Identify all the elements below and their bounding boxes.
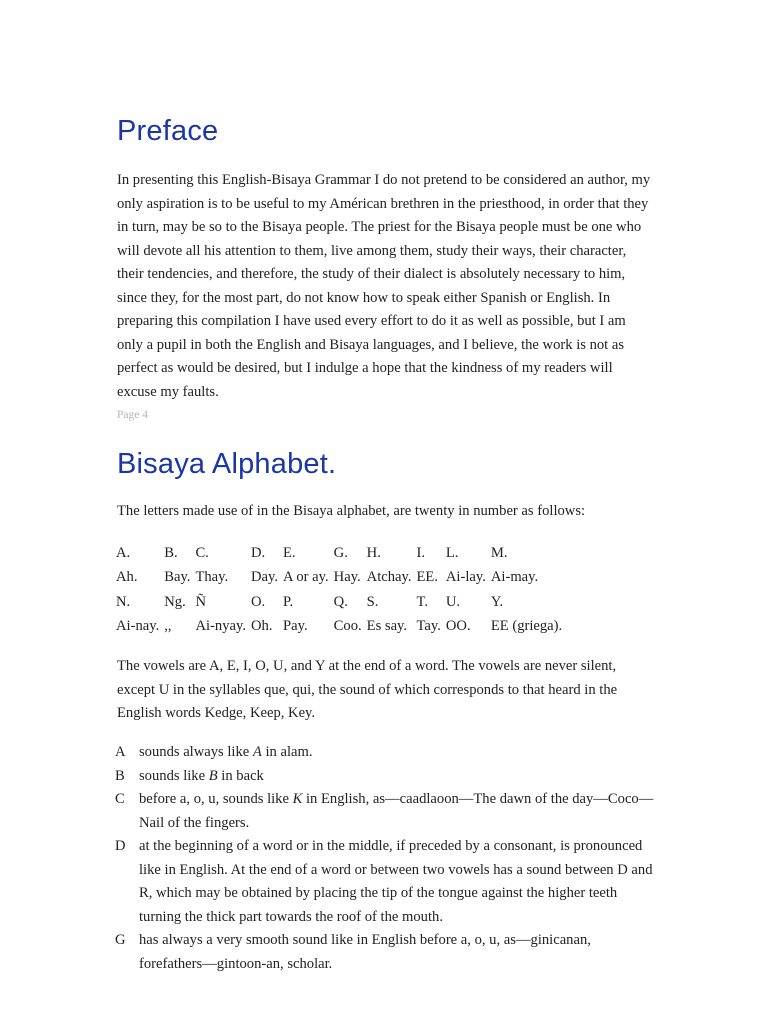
alphabet-cell: Oh. — [250, 618, 273, 635]
rule-text — [139, 788, 655, 835]
alphabet-cell: U. — [445, 593, 461, 610]
alphabet-cell: I. — [416, 544, 426, 561]
rule-text-part: has always a very smooth sound like in English before a, o, u, as—ginicanan, forefathers—gintoon-an, scholar. — [139, 932, 591, 972]
rule-text — [139, 835, 655, 929]
rule-item-g — [115, 929, 655, 976]
alphabet-cell: Ai-may. — [490, 569, 539, 586]
rule-text-part: in back — [217, 767, 264, 784]
alphabet-table — [114, 541, 565, 639]
rule-letter: B — [115, 767, 125, 784]
alphabet-cell: Ai-nay. — [116, 618, 160, 635]
alphabet-cell: E. — [283, 544, 296, 561]
alphabet-cell: Thay. — [195, 569, 229, 586]
alphabet-row — [114, 541, 565, 566]
alphabet-cell: Ai-lay. — [445, 569, 486, 586]
alphabet-row — [114, 615, 565, 640]
rule-emphasis: K — [292, 791, 303, 807]
alphabet-heading: Bisaya Alphabet. — [117, 448, 337, 480]
alphabet-cell: OO. — [445, 618, 471, 635]
rule-item-c — [115, 788, 655, 835]
alphabet-cell: EE. — [416, 569, 438, 586]
rule-emphasis: B — [208, 767, 218, 784]
alphabet-cell: S. — [366, 593, 379, 610]
alphabet-cell: B. — [164, 544, 178, 561]
alphabet-row — [114, 590, 565, 615]
vowels-paragraph: The vowels are A, E, I, O, U, and Y at the end of a word. The vowels are never silent, except U in the syllables que, qui, the sound of which corresponds to that heard in the English words Kedge, Keep, Key. — [117, 658, 618, 721]
alphabet-cell: Ñ — [195, 593, 206, 610]
rule-text — [139, 741, 655, 765]
rule-letter: D — [115, 838, 126, 854]
page-number-label: Page 4 — [117, 409, 148, 421]
preface-heading: Preface — [117, 115, 219, 147]
alphabet-cell: Ah. — [116, 569, 138, 586]
alphabet-cell: C. — [195, 544, 209, 561]
rule-letter: G — [115, 932, 126, 948]
rule-text-part: before a, o, u, sounds like — [139, 791, 293, 807]
alphabet-cell: L. — [445, 544, 459, 561]
alphabet-cell: Es say. — [366, 618, 408, 635]
alphabet-cell: O. — [250, 593, 266, 610]
alphabet-cell: Q. — [333, 593, 348, 610]
rule-text-part: in English, as—caadlaoon—The dawn of the day—Coco—Nail of the fingers. — [139, 791, 654, 831]
alphabet-intro-paragraph: The letters made use of in the Bisaya alphabet, are twenty in number as follows: — [117, 503, 586, 519]
rule-text-part: at the beginning of a word or in the middle, if preceded by a consonant, is pronounced like in English. At the end of a word or between two vowels has a sound between D and R, which may be obtained by placing the tip of the tongue against the higher teeth turning the thick part towards the roof of the mouth. — [139, 838, 653, 925]
rule-text — [139, 929, 655, 976]
alphabet-cell: EE (griega). — [490, 618, 563, 635]
rule-letter: C — [115, 791, 125, 807]
rule-letter: A — [115, 744, 126, 760]
alphabet-cell: Y. — [490, 593, 504, 610]
alphabet-cell: Hay. — [333, 569, 361, 586]
alphabet-cell: Coo. — [333, 618, 362, 635]
rule-emphasis: A — [252, 744, 262, 760]
alphabet-cell: Pay. — [283, 618, 308, 635]
alphabet-cell: Day. — [250, 569, 278, 586]
rule-text-part: in alam. — [261, 744, 313, 760]
alphabet-cell: Atchay. — [366, 569, 412, 586]
rule-item-d — [115, 835, 655, 929]
rule-item-a — [115, 741, 655, 765]
alphabet-row — [114, 566, 565, 591]
rule-item-b — [115, 765, 655, 789]
alphabet-cell: D. — [250, 544, 266, 561]
alphabet-cell: G. — [333, 544, 348, 561]
rule-text-part: sounds always like — [139, 744, 253, 760]
alphabet-cell: Bay. — [164, 569, 191, 586]
rule-text — [139, 765, 655, 789]
alphabet-cell: Tay. — [416, 618, 441, 635]
alphabet-cell: P. — [283, 593, 294, 610]
alphabet-cell: Ai-nyay. — [195, 618, 246, 635]
preface-paragraph: In presenting this English-Bisaya Grammar I do not pretend to be considered an author, my only aspiration is to be useful to my Américan brethren in the priesthood, in order that they in turn, may be so to the Bisaya people. The priest for the Bisaya people must be one who will devote all his attention to them, live among them, study their ways, their character, their tendencies, and therefore, the study of their dialect is absolutely necessary to him, since they, for the most part, do not know how to speak either Spanish or English. In preparing this compilation I have used every effort to do it as well as possible, but I am only a pupil in both the English and Bisaya languages, and I believe, the work is not as perfect as would be desired, but I indulge a hope that the kindness of my readers will excuse my faults. — [117, 172, 651, 400]
alphabet-cell: ,, — [164, 618, 172, 635]
alphabet-cell: A. — [116, 544, 131, 561]
alphabet-cell: M. — [490, 544, 508, 561]
alphabet-cell: N. — [116, 593, 131, 610]
alphabet-cell: H. — [366, 544, 381, 561]
alphabet-cell: T. — [416, 593, 428, 610]
alphabet-cell: Ng. — [164, 593, 186, 610]
rule-text-part: sounds like — [139, 767, 209, 784]
alphabet-cell: A or ay. — [283, 569, 329, 586]
pronunciation-rules-list — [115, 741, 655, 976]
